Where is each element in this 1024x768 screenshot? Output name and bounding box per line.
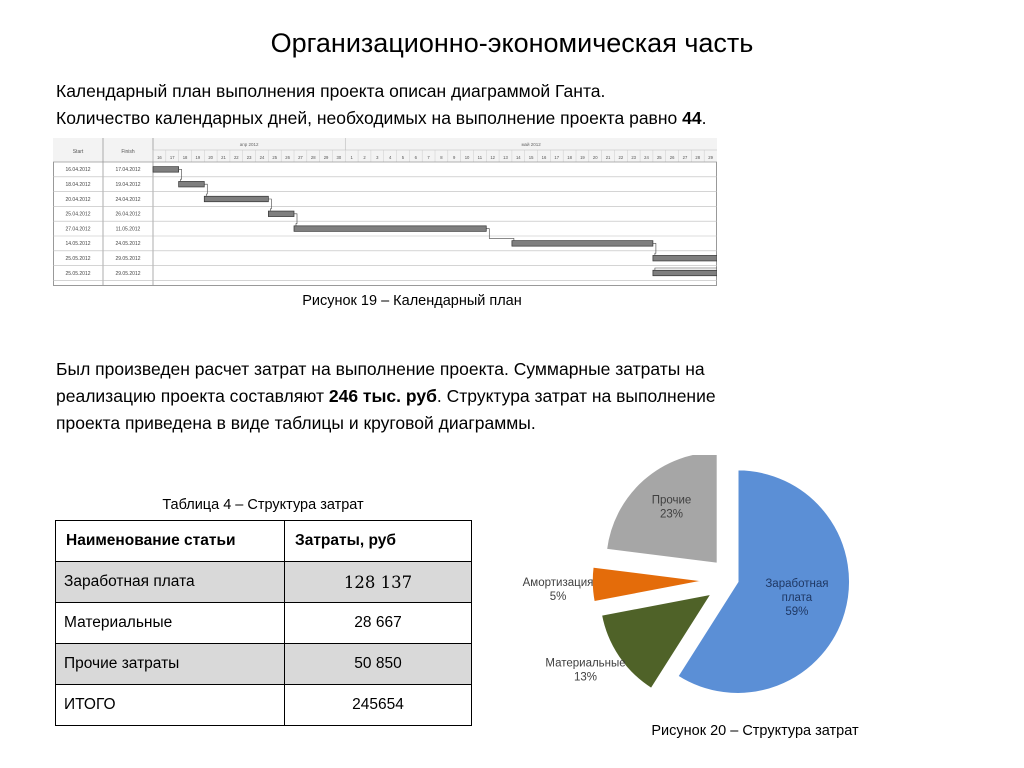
gantt-day-label: 12 — [490, 155, 496, 160]
gantt-day-label: 5 — [401, 155, 405, 160]
gantt-start-date: 25.05.2012 — [65, 256, 91, 262]
pie-slice-percent: 13% — [574, 671, 598, 684]
pie-slice-label: Материальные — [545, 657, 626, 670]
gantt-day-label: 24 — [259, 155, 265, 160]
header-cost: Затраты, руб — [285, 521, 472, 562]
gantt-day-label: 25 — [272, 155, 278, 160]
gantt-day-label: 14 — [515, 155, 521, 160]
gantt-day-label: 21 — [221, 155, 226, 160]
gantt-day-label: 20 — [592, 155, 598, 160]
gantt-day-label: 19 — [580, 155, 585, 160]
intro-line-2 — [56, 105, 956, 132]
gantt-day-label: 13 — [503, 155, 508, 160]
gantt-day-label: 20 — [208, 155, 214, 160]
gantt-finish-date: 24.05.2012 — [115, 241, 141, 248]
pie-slice-percent: 23% — [660, 508, 684, 521]
intro-paragraph — [56, 78, 956, 132]
gantt-start-date: 27.04.2012 — [65, 226, 91, 233]
row-value: 245654 — [285, 685, 472, 726]
cost-pie-chart — [510, 455, 890, 710]
gantt-day-label: 16 — [157, 155, 162, 160]
row-value: 28 667 — [285, 603, 472, 644]
gantt-day-label: 24 — [644, 155, 649, 160]
days-count: 44 — [682, 108, 702, 128]
cost-line-2-end: . Структура затрат на выполнение — [436, 386, 716, 406]
header-name: Наименование статьи — [56, 521, 285, 562]
row-name: Прочие затраты — [56, 644, 285, 685]
gantt-day-label: 21 — [605, 155, 611, 160]
gantt-day-label: 19 — [195, 155, 201, 160]
gantt-start-date: 16.04.2012 — [65, 167, 91, 174]
gantt-day-label: 30 — [336, 155, 342, 160]
cost-line-2 — [56, 383, 856, 410]
gantt-header-start: Start — [72, 149, 84, 155]
gantt-day-label: 17 — [554, 155, 560, 160]
gantt-chart — [53, 138, 717, 286]
row-value: 50 850 — [285, 644, 472, 685]
gantt-day-label: 23 — [246, 155, 252, 160]
gantt-start-date: 20.04.2012 — [65, 196, 91, 203]
cost-line-1: Был произведен расчет затрат на выполнение проекта. Суммарные затраты на — [56, 359, 705, 379]
gantt-day-label: 22 — [618, 155, 624, 160]
gantt-task-bar — [653, 255, 717, 261]
gantt-day-label: 8 — [440, 155, 443, 160]
gantt-day-label: 1 — [350, 155, 353, 160]
gantt-task-bar — [512, 241, 653, 247]
gantt-day-label: 6 — [414, 155, 417, 160]
gantt-finish-date: 24.04.2012 — [115, 196, 141, 203]
gantt-task-bar — [204, 196, 268, 202]
gantt-day-label: 27 — [682, 155, 688, 160]
cost-line-2-text: реализацию проекта составляют — [56, 386, 329, 406]
gantt-day-label: 18 — [567, 155, 572, 160]
slide-title: Организационно-экономическая часть — [270, 28, 754, 58]
gantt-day-label: 28 — [310, 155, 316, 160]
gantt-day-label: 15 — [528, 155, 534, 160]
gantt-day-label: 29 — [708, 155, 713, 160]
table-header-row — [56, 521, 472, 562]
gantt-task-bar — [153, 167, 179, 173]
gantt-day-label: 26 — [285, 155, 290, 160]
cost-structure-table — [55, 520, 472, 726]
pie-slice — [592, 567, 704, 602]
gantt-day-label: 3 — [376, 155, 379, 160]
gantt-day-label: 10 — [464, 155, 470, 160]
intro-line-2-text: Количество календарных дней, необходимых на выполнение проекта равно — [56, 108, 683, 128]
figure-19-caption: Рисунок 19 – Календарный план — [302, 293, 522, 309]
gantt-day-label: 4 — [388, 155, 392, 160]
pie-slice-label: Прочие — [651, 494, 692, 507]
total-cost: 246 тыс. руб — [328, 386, 437, 406]
gantt-day-label: 25 — [656, 155, 662, 160]
pie-slice-label: Амортизация — [522, 577, 594, 589]
gantt-task-bar — [653, 270, 717, 276]
gantt-task-bar — [294, 226, 486, 232]
pie-svg — [510, 455, 890, 710]
intro-line-1: Календарный план выполнения проекта описан диаграммой Ганта. — [56, 81, 606, 101]
gantt-start-date: 25.05.2012 — [65, 270, 91, 277]
gantt-day-label: 29 — [323, 155, 329, 160]
gantt-day-label: 28 — [695, 155, 701, 160]
gantt-finish-date: 11.05.2012 — [115, 226, 141, 233]
table-row — [56, 562, 472, 603]
gantt-finish-date: 17.04.2012 — [115, 167, 141, 174]
gantt-svg — [53, 138, 717, 286]
table-row — [56, 644, 472, 685]
gantt-day-label: 22 — [233, 155, 239, 160]
row-name: Заработная плата — [56, 562, 285, 603]
cost-line-3: проекта приведена в виде таблицы и круговой диаграммы. — [56, 413, 536, 433]
row-value: 128 137 — [285, 562, 472, 603]
gantt-day-label: 9 — [453, 155, 456, 160]
gantt-day-label: 2 — [363, 155, 366, 160]
gantt-day-label: 17 — [169, 155, 175, 160]
cost-paragraph — [56, 356, 856, 437]
table-row — [56, 685, 472, 726]
intro-line-2-end: . — [701, 108, 707, 128]
gantt-day-label: 18 — [182, 155, 188, 160]
gantt-start-date: 14.05.2012 — [65, 241, 91, 248]
row-name: Материальные — [56, 603, 285, 644]
pie-slice-percent: 5% — [549, 591, 567, 603]
pie-slice-label: плата — [781, 591, 813, 604]
gantt-day-label: 26 — [669, 155, 675, 160]
figure-20-caption: Рисунок 20 – Структура затрат — [651, 723, 859, 739]
gantt-finish-date: 19.04.2012 — [115, 182, 141, 188]
gantt-finish-date: 29.05.2012 — [115, 270, 141, 277]
gantt-day-label: 16 — [541, 155, 547, 160]
gantt-day-label: 27 — [298, 155, 303, 160]
gantt-task-bar — [268, 211, 294, 217]
gantt-start-date: 25.04.2012 — [65, 211, 91, 218]
gantt-start-date: 18.04.2012 — [65, 182, 91, 188]
gantt-month-label: май 2012 — [521, 142, 541, 147]
pie-slice-percent: 59% — [785, 605, 809, 618]
gantt-task-bar — [179, 181, 205, 187]
gantt-finish-date: 29.05.2012 — [115, 256, 141, 262]
gantt-finish-date: 26.04.2012 — [115, 211, 141, 218]
gantt-day-label: 23 — [631, 155, 637, 160]
table-row — [56, 603, 472, 644]
gantt-header-finish: Finish — [121, 149, 135, 155]
table-caption: Таблица 4 – Структура затрат — [162, 497, 364, 513]
row-name: ИТОГО — [56, 685, 285, 726]
gantt-month-label: апр 2012 — [239, 142, 259, 147]
pie-slice-label: Заработная — [765, 577, 829, 590]
gantt-day-label: 7 — [427, 155, 430, 160]
gantt-day-label: 11 — [477, 155, 483, 160]
